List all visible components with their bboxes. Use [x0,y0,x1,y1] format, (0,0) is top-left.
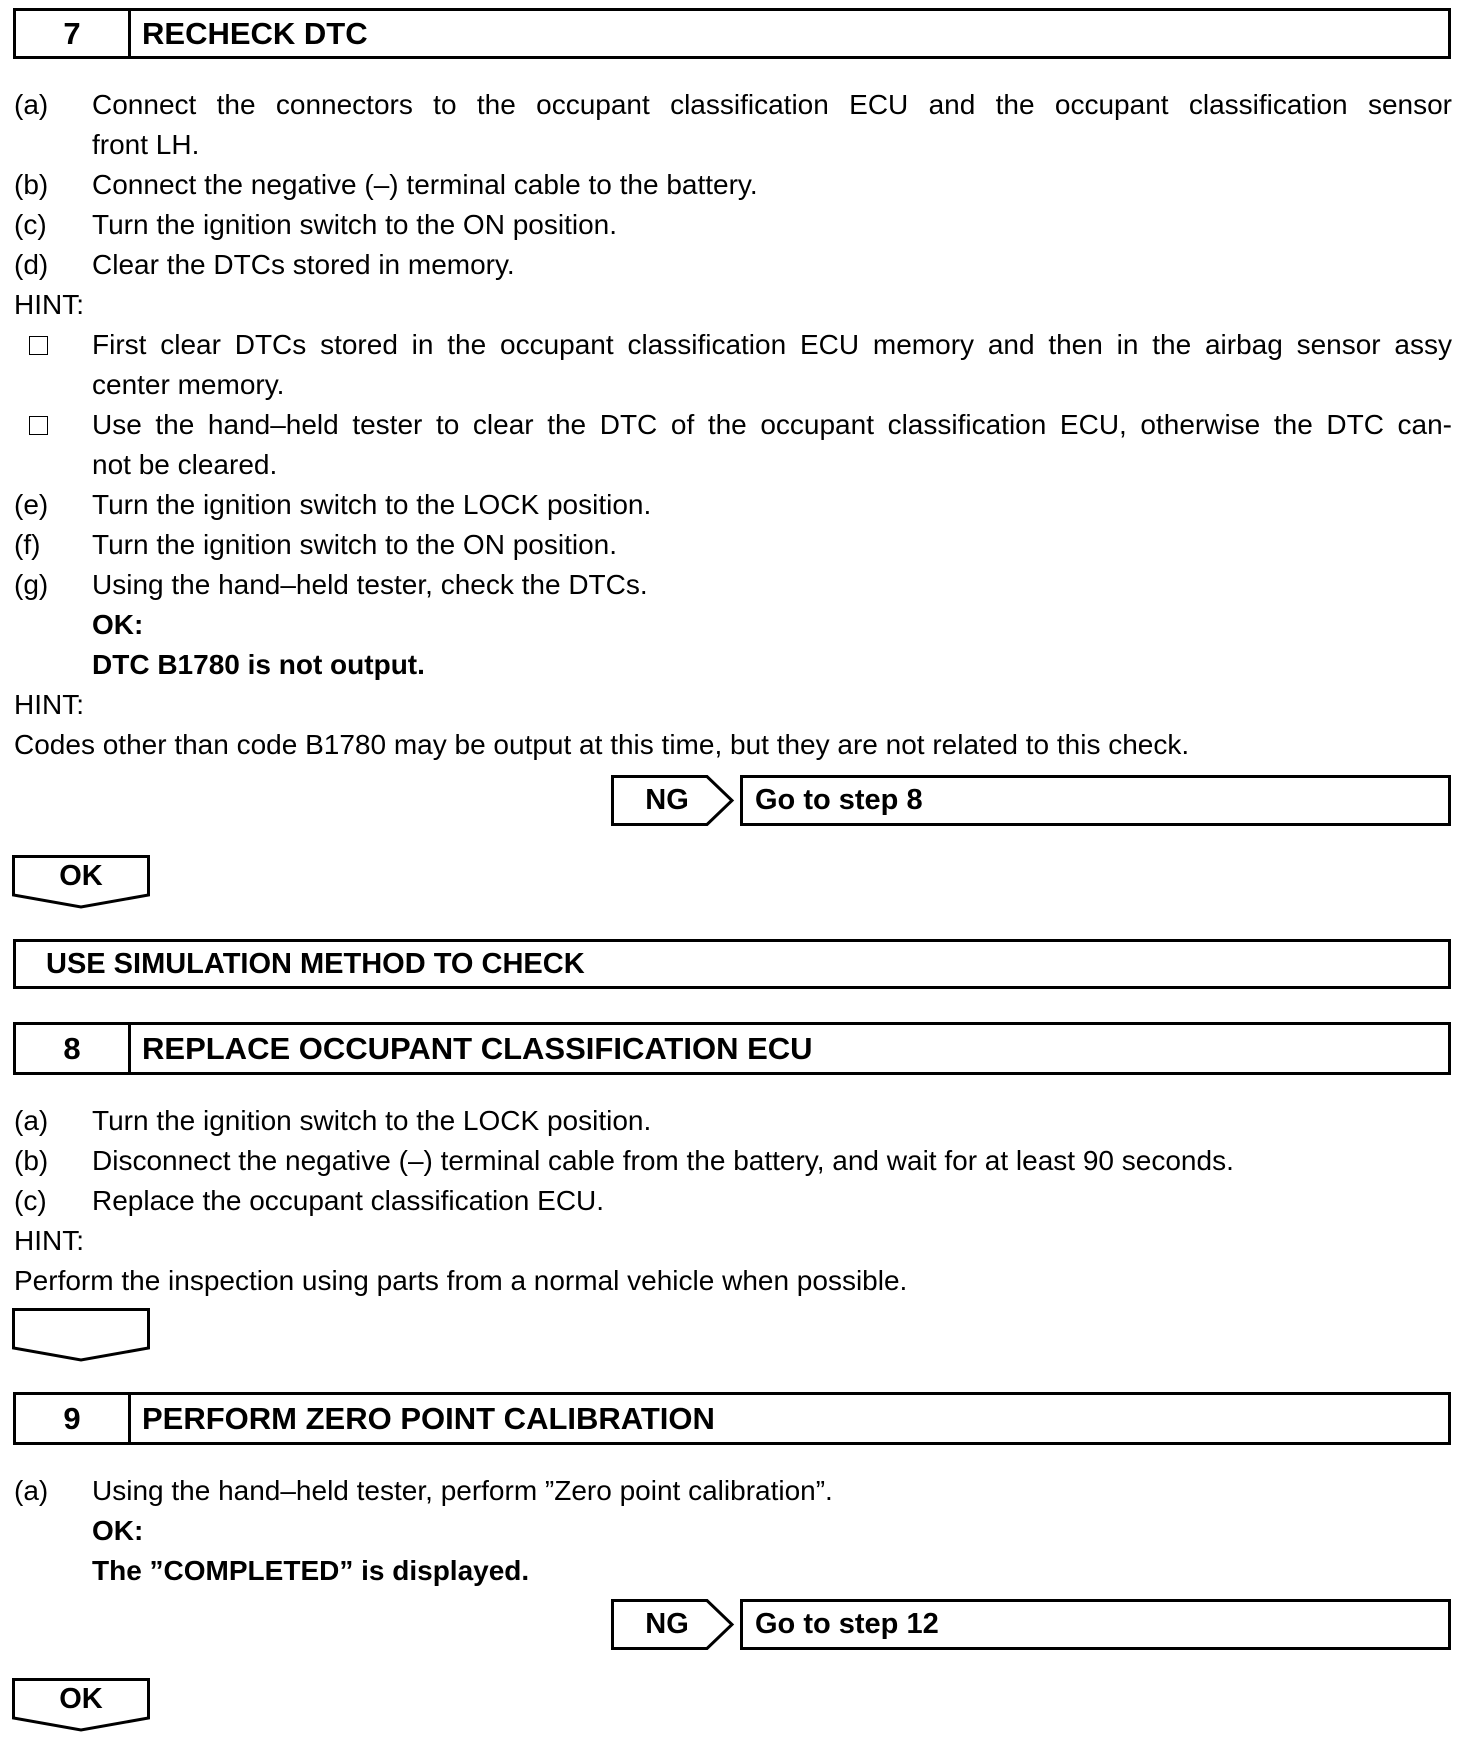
go-to-step-8-link[interactable]: Go to step 8 [740,775,1451,826]
item-label: (a) [14,1475,49,1506]
step-7-header [13,8,1451,59]
hint-bullet-text: Use the hand–held tester to clear the DTC of the occupant classification ECU, otherwise the DTC can- [92,409,1452,440]
ok-flow-arrow [12,855,150,909]
ok-criteria-label: OK: [92,609,144,640]
hint-bullet-text-continued: not be cleared. [92,449,278,480]
item-text: Turn the ignition switch to the ON position. [92,209,617,240]
item-label: (c) [14,209,47,240]
go-to-step-12-link[interactable]: Go to step 12 [740,1599,1451,1650]
item-label: (a) [14,89,49,120]
square-bullet-icon [29,416,48,435]
item-label: (d) [14,249,49,280]
item-text: Turn the ignition switch to the LOCK position. [92,489,652,520]
step-number: 8 [16,1025,131,1072]
item-text: Turn the ignition switch to the ON position. [92,529,617,560]
hint-text: Codes other than code B1780 may be output at this time, but they are not related to this check. [14,729,1190,760]
step-9-header [13,1392,1451,1445]
item-label: (b) [14,169,49,200]
item-text: Turn the ignition switch to the LOCK position. [92,1105,652,1136]
step-title: PERFORM ZERO POINT CALIBRATION [142,1400,715,1436]
item-text: Connect the negative (–) terminal cable to the battery. [92,169,758,200]
hint-label: HINT: [14,289,84,320]
item-text: Clear the DTCs stored in memory. [92,249,515,280]
item-label: (a) [14,1105,49,1136]
item-label: (g) [14,569,49,600]
ng-label: NG [645,784,689,816]
ok-criteria-text: The ”COMPLETED” is displayed. [92,1555,530,1586]
arrow-label [12,1310,150,1348]
ok-criteria-label: OK: [92,1515,144,1546]
square-bullet-icon [29,336,48,355]
hint-bullet-text-continued: center memory. [92,369,285,400]
item-label: (c) [14,1185,47,1216]
ok-arrow-label: OK [59,859,103,892]
step-number: 7 [16,11,131,56]
hint-label: HINT: [14,1225,84,1256]
item-label: (b) [14,1145,49,1176]
hint-text: Perform the inspection using parts from a normal vehicle when possible. [14,1265,908,1296]
ok-flow-arrow [12,1678,150,1732]
item-text-continued: front LH. [92,129,200,160]
step-title: RECHECK DTC [142,15,368,51]
item-text: Disconnect the negative (–) terminal cable from the battery, and wait for at least 90 seconds. [92,1145,1234,1176]
item-text: Using the hand–held tester, perform ”Zero point calibration”. [92,1475,833,1506]
continue-flow-arrow [12,1308,150,1362]
hint-label: HINT: [14,689,84,720]
step-title: REPLACE OCCUPANT CLASSIFICATION ECU [142,1030,813,1066]
simulation-method-box: USE SIMULATION METHOD TO CHECK [13,939,1451,989]
ok-criteria-text: DTC B1780 is not output. [92,649,425,680]
hint-bullet-text: First clear DTCs stored in the occupant classification ECU memory and then in the airbag sensor assy [92,329,1452,360]
item-label: (f) [14,529,41,560]
item-text: Connect the connectors to the occupant classification ECU and the occupant classification sensor [92,89,1452,120]
ng-label: NG [645,1608,689,1640]
item-label: (e) [14,489,49,520]
step-8-header [13,1022,1451,1075]
item-text: Replace the occupant classification ECU. [92,1185,605,1216]
ng-branch[interactable] [611,775,1451,826]
ng-branch[interactable] [611,1599,1451,1650]
ok-arrow-label: OK [59,1682,103,1715]
item-text: Using the hand–held tester, check the DTCs. [92,569,648,600]
step-number: 9 [16,1395,131,1442]
